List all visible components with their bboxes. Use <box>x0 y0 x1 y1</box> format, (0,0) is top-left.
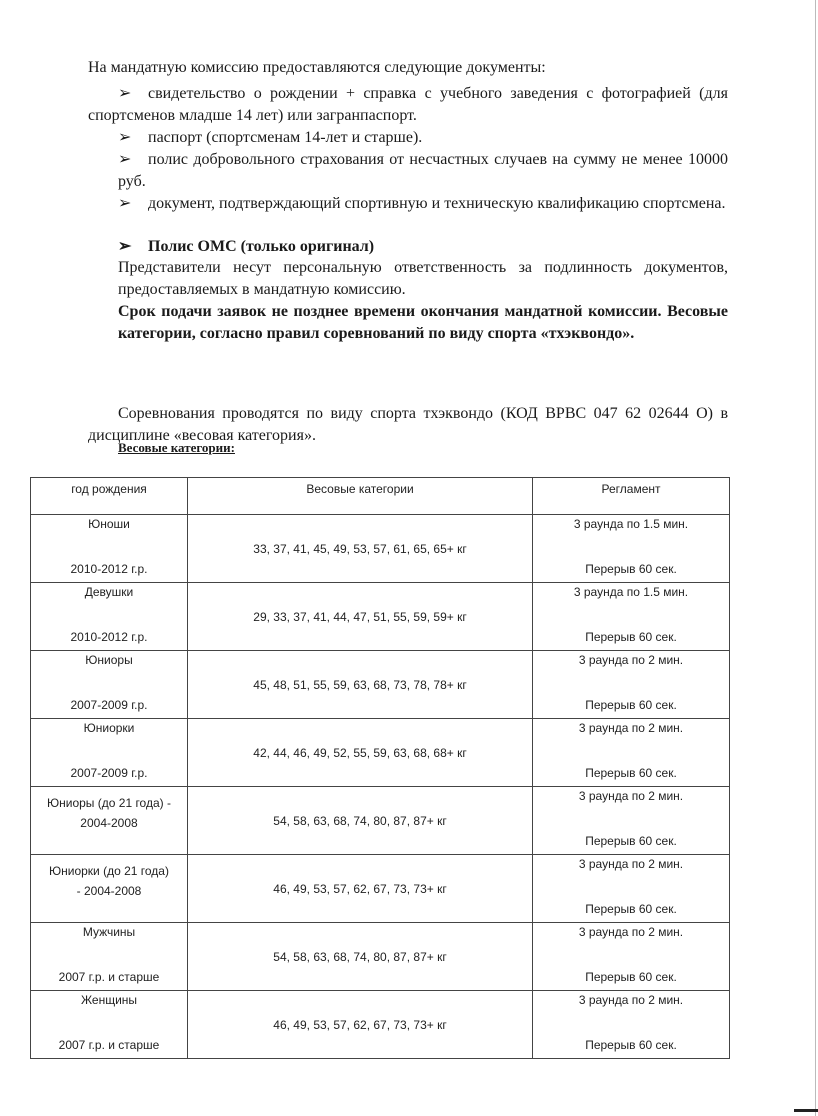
table-row <box>31 515 730 583</box>
break-label: Перерыв 60 сек. <box>585 1038 677 1052</box>
weights-cell: 46, 49, 53, 57, 62, 67, 73, 73+ кг <box>188 855 533 923</box>
arrow-bullet-icon: ➢ <box>118 129 132 146</box>
birth-cell <box>31 855 188 923</box>
rounds-label: 3 раунда по 2 мин. <box>578 721 684 735</box>
table-row <box>31 787 730 855</box>
arrow-bullet-icon: ➢ <box>118 238 132 255</box>
regulation-cell <box>533 855 730 923</box>
table-row <box>31 991 730 1059</box>
regulation-cell <box>533 923 730 991</box>
table-row <box>31 719 730 787</box>
regulation-cell <box>533 719 730 787</box>
years-label: 2007 г.р. и старше <box>58 970 160 984</box>
weights-cell: 29, 33, 37, 41, 44, 47, 51, 55, 59, 59+ кг <box>188 583 533 651</box>
rounds-label: 3 раунда по 2 мин. <box>578 789 684 803</box>
header-weights: Весовые категории <box>188 478 533 515</box>
weights-cell: 42, 44, 46, 49, 52, 55, 59, 63, 68, 68+ кг <box>188 719 533 787</box>
group-label: Мужчины <box>82 925 136 939</box>
birth-cell <box>31 651 188 719</box>
birth-cell <box>31 991 188 1059</box>
rounds-label: 3 раунда по 1.5 мин. <box>573 585 689 599</box>
weights-cell: 45, 48, 51, 55, 59, 63, 68, 73, 78, 78+ кг <box>188 651 533 719</box>
birth-cell <box>31 923 188 991</box>
break-label: Перерыв 60 сек. <box>585 698 677 712</box>
birth-cell <box>31 719 188 787</box>
birth-cell <box>31 515 188 583</box>
bullet-item <box>118 236 728 258</box>
bullet-item <box>88 83 728 127</box>
regulation-cell <box>533 991 730 1059</box>
years-label: 2004-2008 <box>80 816 138 830</box>
weights-cell: 46, 49, 53, 57, 62, 67, 73, 73+ кг <box>188 991 533 1059</box>
bullet-item <box>118 149 728 193</box>
bullet-text: полис добровольного страхования от несчастных случаев на сумму не менее 10000 руб. <box>118 151 728 190</box>
break-label: Перерыв 60 сек. <box>585 630 677 644</box>
table-row <box>31 923 730 991</box>
weights-cell: 54, 58, 63, 68, 74, 80, 87, 87+ кг <box>188 787 533 855</box>
table-row <box>31 651 730 719</box>
rounds-label: 3 раунда по 2 мин. <box>578 857 684 871</box>
rounds-label: 3 раунда по 2 мин. <box>578 993 684 1007</box>
arrow-bullet-icon: ➢ <box>118 85 132 102</box>
weights-cell: 33, 37, 41, 45, 49, 53, 57, 61, 65, 65+ кг <box>188 515 533 583</box>
years-label: 2010-2012 г.р. <box>70 630 148 644</box>
regulation-cell <box>533 787 730 855</box>
intro-text: На мандатную комиссию предоставляются следующие документы: <box>88 59 546 76</box>
years-label: 2010-2012 г.р. <box>70 562 148 576</box>
bullet-item <box>118 127 728 149</box>
group-label: Женщины <box>80 993 138 1007</box>
rounds-label: 3 раунда по 2 мин. <box>578 925 684 939</box>
arrow-bullet-icon: ➢ <box>118 195 132 212</box>
regulation-cell <box>533 651 730 719</box>
group-label: Юноши <box>88 517 130 531</box>
years-label: - 2004-2008 <box>76 884 142 898</box>
header-birth-year: год рождения <box>31 478 188 515</box>
weights-cell: 54, 58, 63, 68, 74, 80, 87, 87+ кг <box>188 923 533 991</box>
bullet-text: свидетельство о рождении + справка с учебного заведения с фотографией (для спортсменов младше 14 лет) или загранпаспорт. <box>88 85 728 124</box>
weight-categories-table <box>30 477 730 1059</box>
responsibility-text: Представители несут персональную ответственность за подлинность документов, предоставляемых в мандатную комиссию. <box>118 259 728 298</box>
break-label: Перерыв 60 сек. <box>585 834 677 848</box>
bullet-text: Полис ОМС (только оригинал) <box>148 238 375 255</box>
header-regulation: Регламент <box>533 478 730 515</box>
group-label: Девушки <box>84 585 134 599</box>
deadline-text: Срок подачи заявок не позднее времени окончания мандатной комиссии. Весовые категории, согласно правил соревнований по виду спорта «тхэквондо». <box>118 303 728 342</box>
birth-cell <box>31 787 188 855</box>
break-label: Перерыв 60 сек. <box>585 902 677 916</box>
birth-cell <box>31 583 188 651</box>
discipline-text: Соревнования проводятся по виду спорта тхэквондо (КОД ВРВС 047 62 02644 О) в дисциплине «весовая категория». <box>88 405 728 444</box>
group-label: Юниорки (до 21 года) <box>49 864 169 878</box>
break-label: Перерыв 60 сек. <box>585 562 677 576</box>
scan-edge <box>815 0 816 1116</box>
table-row <box>31 583 730 651</box>
years-label: 2007-2009 г.р. <box>70 766 148 780</box>
rounds-label: 3 раунда по 2 мин. <box>578 653 684 667</box>
break-label: Перерыв 60 сек. <box>585 970 677 984</box>
bullet-text: документ, подтверждающий спортивную и техническую квалификацию спортсмена. <box>148 195 726 212</box>
group-label: Юниоры <box>85 653 133 667</box>
break-label: Перерыв 60 сек. <box>585 766 677 780</box>
rounds-label: 3 раунда по 1.5 мин. <box>573 517 689 531</box>
table-heading: Весовые категории: <box>118 440 235 455</box>
regulation-cell <box>533 583 730 651</box>
years-label: 2007-2009 г.р. <box>70 698 148 712</box>
group-label: Юниорки <box>83 721 135 735</box>
bullet-text: паспорт (спортсменам 14-лет и старше). <box>148 129 423 146</box>
scan-mark <box>794 1109 818 1112</box>
regulation-cell <box>533 515 730 583</box>
arrow-bullet-icon: ➢ <box>118 151 132 168</box>
group-label: Юниоры (до 21 года) - <box>47 796 171 810</box>
bullet-item <box>118 193 728 215</box>
table-row <box>31 855 730 923</box>
years-label: 2007 г.р. и старше <box>58 1038 160 1052</box>
